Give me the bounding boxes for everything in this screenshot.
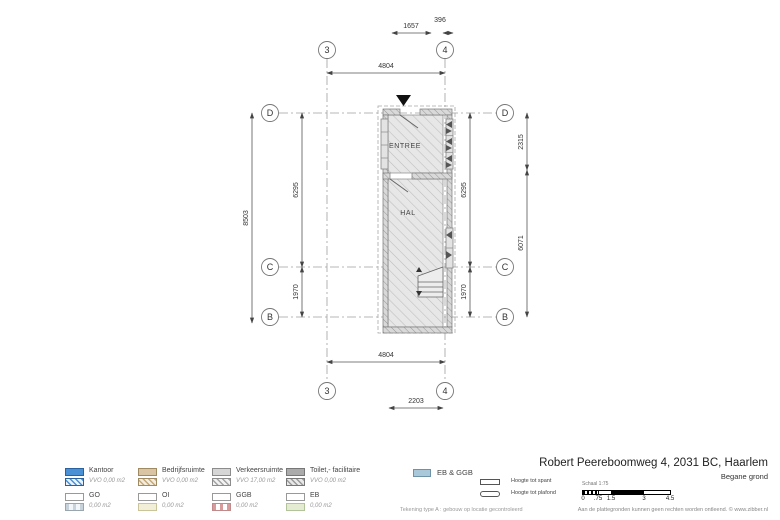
legend-sub: 0,00 m2: [89, 503, 111, 509]
scale-tick-3: 3: [642, 496, 646, 502]
dim-6295-left: 6295: [293, 182, 300, 198]
grid-bubble-b-right: B: [501, 312, 509, 322]
ggb-pattern-swatch: [212, 503, 231, 511]
oi-pattern-swatch: [138, 503, 157, 511]
legend-label: Kantoor: [89, 467, 114, 474]
hoogte-plafond-label: Hoogte tot plafond: [511, 490, 556, 496]
scale-tick-0: 0: [581, 496, 585, 502]
scale-bar-segments: [582, 490, 671, 495]
hoogte-plafond-swatch: [480, 491, 500, 497]
kantoor-hatch-swatch: [65, 478, 84, 486]
eb-ggb-swatch: [413, 469, 431, 477]
entrance-arrow-icon: [396, 95, 411, 106]
legend-label: Bedrijfsruimte: [162, 467, 205, 474]
dim-1970-right: 1970: [461, 284, 468, 300]
grid-bubble-3-bottom: 3: [324, 386, 330, 396]
hoogte-spant-label: Hoogte tot spant: [511, 478, 552, 484]
ggb-swatch: [212, 493, 231, 501]
dim-1657: 1657: [403, 23, 419, 30]
grid-bubble-c-right: C: [501, 262, 509, 272]
verkeersruimte-swatch: [212, 468, 231, 476]
scale-bar: [582, 481, 702, 506]
legend-label: EB: [310, 492, 320, 499]
legend-label: Toilet,- facilitaire: [310, 467, 361, 474]
dim-8503: 8503: [243, 210, 250, 226]
legend-label: GGB: [236, 492, 252, 499]
dim-6071: 6071: [518, 235, 525, 251]
toilet-swatch: [286, 468, 305, 476]
scale-label: Schaal 1:75: [582, 481, 609, 487]
scale-tick-075: .75: [593, 496, 603, 502]
dim-2203: 2203: [408, 398, 424, 405]
legend-label: GO: [89, 492, 100, 499]
eb-swatch: [286, 493, 305, 501]
scale-seg-4: [644, 491, 670, 494]
drawing-type-note: Tekening type A : gebouw op locatie gecontroleerd: [400, 507, 523, 513]
scale-tick-45: 4.5: [665, 496, 675, 502]
entree-window-left: [381, 119, 388, 169]
legend-sub: VVO 0,00 m2: [162, 478, 199, 484]
eb-pattern-swatch: [286, 503, 305, 511]
staircase: [416, 267, 443, 297]
bedrijfsruimte-hatch-swatch: [138, 478, 157, 486]
bedrijfsruimte-swatch: [138, 468, 157, 476]
grid-bubble-b-left: B: [266, 312, 274, 322]
scale-seg-2: [598, 491, 611, 494]
legend-sub: VVO 0,00 m2: [310, 478, 347, 484]
dim-396: 396: [434, 17, 446, 24]
legend-sub: 0,00 m2: [310, 503, 332, 509]
dim-4804-top: 4804: [378, 63, 394, 70]
toilet-hatch-swatch: [286, 478, 305, 486]
verkeersruimte-hatch-swatch: [212, 478, 231, 486]
scale-seg-3: [611, 491, 644, 494]
legend-label: Verkeersruimte: [236, 467, 284, 474]
scale-seg-1: [583, 491, 598, 494]
hal-window-right: [446, 228, 453, 268]
grid-bubble-4-bottom: 4: [442, 386, 448, 396]
room-label-hal: HAL: [400, 210, 416, 217]
go-swatch: [65, 493, 84, 501]
kantoor-swatch: [65, 468, 84, 476]
legend-sub: 0,00 m2: [236, 503, 258, 509]
legend-label: EB & GGB: [437, 468, 473, 477]
disclaimer-text: Aan de plattegronden kunnen geen rechten worden ontleend. © www.zibber.nl: [577, 507, 768, 513]
dim-2315: 2315: [518, 134, 525, 150]
legend-sub: VVO 0,00 m2: [89, 478, 126, 484]
scale-tick-15: 1.5: [606, 496, 616, 502]
hoogte-spant-swatch: [480, 479, 500, 485]
page-title: Robert Peereboomweg 4, 2031 BC, Haarlem: [539, 457, 768, 469]
grid-bubble-4-top: 4: [442, 45, 448, 55]
grid-bubble-3-top: 3: [324, 45, 330, 55]
entree-window-right: [446, 119, 453, 169]
grid-bubble-d-left: D: [266, 108, 274, 118]
legend-sub: 0,00 m2: [162, 503, 184, 509]
room-hal-floor: [388, 179, 443, 327]
dim-4804-bottom: 4804: [378, 352, 394, 359]
legend-label: OI: [162, 492, 170, 499]
room-label-entree: ENTREE: [389, 143, 421, 150]
oi-swatch: [138, 493, 157, 501]
legend-sub: VVO 17,00 m2: [236, 478, 276, 484]
dim-1970-left: 1970: [293, 284, 300, 300]
grid-bubble-d-right: D: [501, 108, 509, 118]
page-subtitle: Begane grond: [720, 472, 768, 481]
go-pattern-swatch: [65, 503, 84, 511]
dim-6295-right: 6295: [461, 182, 468, 198]
grid-bubble-c-left: C: [266, 262, 274, 272]
